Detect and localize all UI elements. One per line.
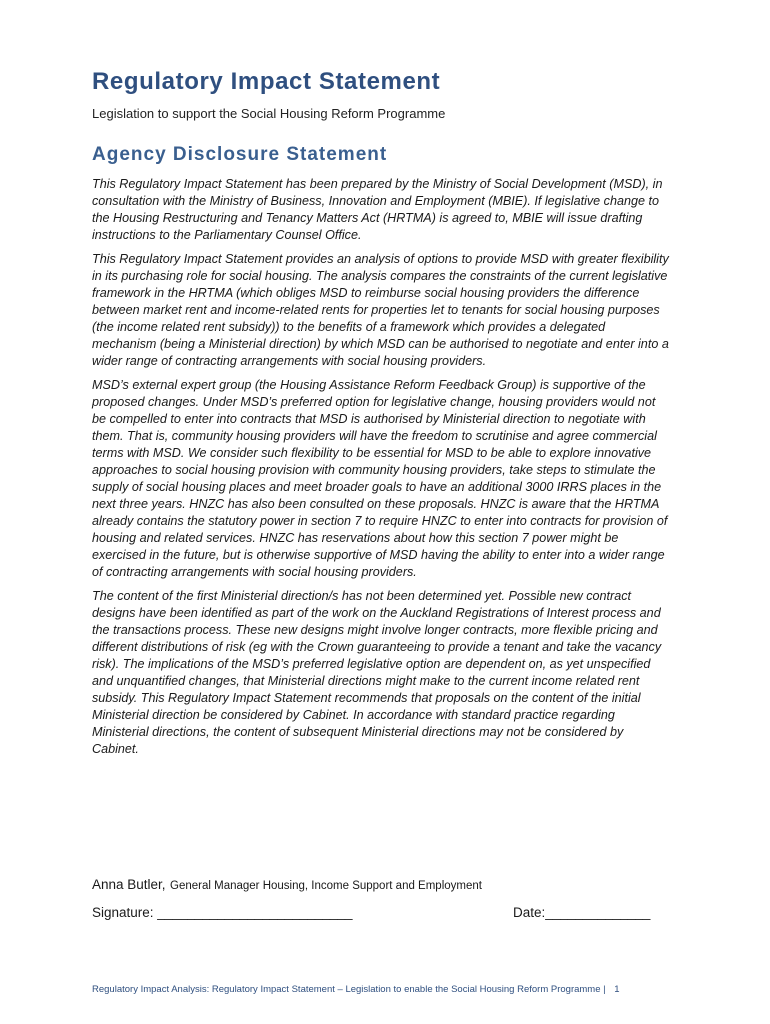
signoff-role: General Manager Housing, Income Support and Employment	[170, 880, 482, 892]
disclosure-body	[92, 176, 672, 765]
document-title: Regulatory Impact Statement	[92, 68, 441, 95]
paragraph: The content of the first Ministerial direction/s has not been determined yet. Possible new contract designs have been identified as part of the work on the Auckland Registrations of Interest process and the transactions process. These new designs might involve longer contracts, more flexible pricing and different distributions of risk (eg with the Crown guaranteeing to provide a tenant and take the vacancy risk). The implications of the MSD’s preferred legislative option are dependent on, as yet unspecified and unquantified changes, that Ministerial directions might make to the current income related rent subsidy. This Regulatory Impact Statement recommends that proposals on the content of the initial Ministerial direction be considered by Cabinet. In accordance with standard practice regarding Ministerial directions, the content of subsequent Ministerial directions may not be considered by Cabinet.	[92, 589, 662, 756]
date-line: Date:______________	[513, 905, 651, 920]
signoff	[92, 876, 482, 894]
document-subtitle: Legislation to support the Social Housing Reform Programme	[92, 106, 446, 121]
paragraph: MSD’s external expert group (the Housing Assistance Reform Feedback Group) is supportive of the proposed changes. Under MSD’s preferred option for legislative change, housing providers would not be compelled to enter into contracts that MSD is authorised by Ministerial direction to negotiate with them. That is, community housing providers will have the freedom to scrutinise and agree commercial terms with MSD. We consider such flexibility to be essential for MSD to be able to explore innovative approaches to social housing provision with community housing providers, take steps to stimulate the supply of social housing places and meet broader goals to have an additional 3000 IRRS places in the next three years. HNZC has also been consulted on these proposals. HNZC is aware that the HRTMA already contains the statutory power in section 7 to require HNZC to enter into contracts for provision of housing and related services. HNZC has reservations about how this section 7 power might be exercised in the future, but is otherwise supportive of MSD having the ability to enter into a wider range of contracting arrangements with social housing providers.	[92, 378, 668, 579]
paragraph: This Regulatory Impact Statement has been prepared by the Ministry of Social Development (MSD), in consultation with the Ministry of Business, Innovation and Employment (MBIE). If legislative change to the Housing Restructuring and Tenancy Matters Act (HRTMA) is agreed to, MBIE will issue drafting instructions to the Parliamentary Counsel Office.	[92, 177, 663, 242]
signoff-name: Anna Butler,	[92, 877, 166, 892]
section-heading: Agency Disclosure Statement	[92, 144, 388, 165]
paragraph: This Regulatory Impact Statement provides an analysis of options to provide MSD with greater flexibility in its purchasing role for social housing. The analysis compares the constraints of the current legislative framework in the HRTMA (which obliges MSD to reimburse social housing providers the difference between market rent and income-related rents for properties let to tenants for social housing purposes (the income related rent subsidy)) to the benefits of a framework which provides a delegated mechanism (being a Ministerial direction) by which MSD can be authorised to negotiate and enter into a wider range of contracting arrangements with social housing providers.	[92, 252, 669, 368]
page-footer	[92, 984, 722, 995]
footer-text: Regulatory Impact Analysis: Regulatory Impact Statement – Legislation to enable the Social Housing Reform Programme |	[92, 984, 606, 995]
signature-line: Signature: __________________________	[92, 905, 353, 920]
page-number: 1	[614, 984, 620, 995]
